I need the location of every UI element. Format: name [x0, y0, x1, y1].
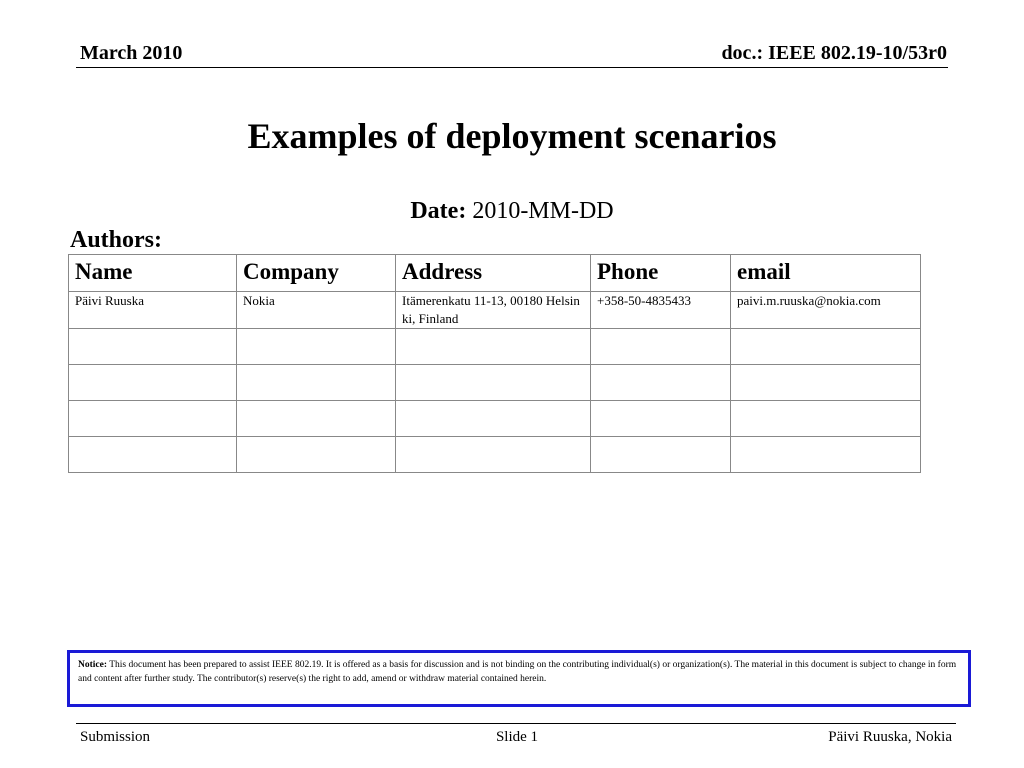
table-header-row: [69, 255, 921, 292]
footer-divider: [76, 723, 956, 724]
cell-address: [396, 437, 591, 473]
date-value: 2010-MM-DD: [472, 198, 614, 224]
header-divider: [76, 67, 948, 68]
cell-name: [69, 365, 237, 401]
cell-phone: [591, 329, 731, 365]
table-row: [69, 292, 921, 329]
table-row: [69, 365, 921, 401]
cell-email: [731, 437, 921, 473]
cell-address: [396, 401, 591, 437]
column-header-phone: Phone: [591, 255, 731, 292]
column-header-email: email: [731, 255, 921, 292]
column-header-address: Address: [396, 255, 591, 292]
cell-email: paivi.m.ruuska@nokia.com: [731, 292, 921, 329]
footer-submission: Submission: [80, 729, 151, 745]
column-header-name: Name: [69, 255, 237, 292]
cell-phone: [591, 401, 731, 437]
column-header-company: Company: [237, 255, 396, 292]
cell-phone: [591, 365, 731, 401]
notice-box: [67, 650, 971, 707]
authors-heading: Authors:: [70, 227, 163, 253]
header-doc-id: doc.: IEEE 802.19-10/53r0: [721, 42, 947, 64]
cell-company: [237, 437, 396, 473]
cell-email: [731, 401, 921, 437]
footer-author: Päivi Ruuska, Nokia: [828, 729, 952, 745]
cell-email: [731, 329, 921, 365]
cell-phone: +358-50-4835433: [591, 292, 731, 329]
date-label: Date:: [410, 198, 467, 224]
cell-company: Nokia: [237, 292, 396, 329]
cell-name: [69, 437, 237, 473]
cell-phone: [591, 437, 731, 473]
header-date: March 2010: [80, 42, 183, 64]
cell-company: [237, 401, 396, 437]
date-line: [0, 198, 1024, 225]
cell-name: [69, 401, 237, 437]
footer-slide-number: Slide 1: [495, 729, 539, 745]
authors-table: [68, 254, 921, 473]
cell-name: Päivi Ruuska: [69, 292, 237, 329]
cell-company: [237, 365, 396, 401]
cell-address: Itämerenkatu 11-13, 00180 Helsinki, Finland: [396, 292, 591, 329]
cell-name: [69, 329, 237, 365]
table-row: [69, 437, 921, 473]
cell-email: [731, 365, 921, 401]
cell-company: [237, 329, 396, 365]
cell-address: [396, 365, 591, 401]
table-row: [69, 401, 921, 437]
table-row: [69, 329, 921, 365]
notice-label: Notice:: [78, 660, 108, 670]
cell-address: [396, 329, 591, 365]
slide-title: Examples of deployment scenarios: [247, 116, 777, 156]
notice-text: This document has been prepared to assist IEEE 802.19. It is offered as a basis for discussion and is not binding on the contributing individual(s) or organization(s). The material in this document is subject to change in form and content after further study. The contributor(s) reserve(s) the right to add, amend or withdraw material contained herein.: [78, 660, 957, 684]
